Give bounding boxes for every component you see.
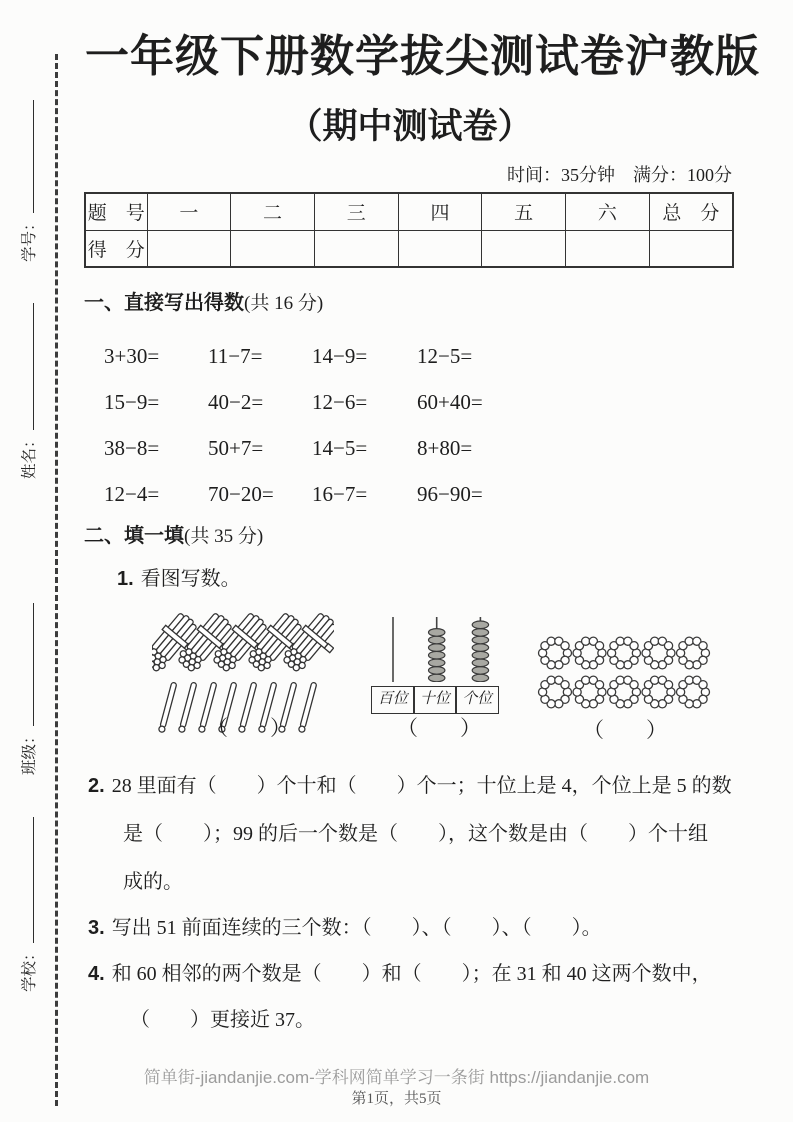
margin-field-label: 班级： <box>21 728 38 775</box>
question-number: 3. <box>88 917 105 939</box>
problem: 96−90= <box>417 482 483 506</box>
place-value-tens: 十位 <box>413 686 457 714</box>
margin-field-class <box>17 603 39 775</box>
score-cell-empty <box>398 230 482 267</box>
margin-field-student-id <box>17 100 39 262</box>
question-2-line-3 <box>123 865 183 894</box>
abacus-answer-blank: （ ） <box>397 716 481 740</box>
section-heading-text: 二、填一填 <box>84 525 184 547</box>
problem: 12−6= <box>312 390 368 414</box>
score-cell-empty <box>314 230 398 267</box>
problem: 12−5= <box>417 344 473 368</box>
question-4-line-1 <box>88 957 712 986</box>
question-text: （ ）更接近 37。 <box>130 1009 315 1031</box>
header-cell: 四 <box>398 193 482 230</box>
header-cell: 三 <box>314 193 398 230</box>
question-text: 是（ ）；99 的后一个数是（ ），这个数是由（ ）个十组 <box>123 823 708 845</box>
sticks-answer-blank: （ ） <box>207 716 291 740</box>
problem: 50+7= <box>208 436 264 460</box>
score-table <box>84 192 734 268</box>
question-text: 写出 51 前面连续的三个数：（ ）、（ ）、（ ）。 <box>111 917 602 939</box>
arithmetic-problems-grid <box>104 333 557 517</box>
blank-line <box>19 303 35 430</box>
score-row-label: 得 分 <box>85 230 147 267</box>
score-cell-empty <box>147 230 231 267</box>
problem: 38−8= <box>104 436 160 460</box>
question-text: 看图写数。 <box>140 568 241 590</box>
section-two-heading <box>84 519 263 548</box>
margin-field-school <box>17 817 39 992</box>
margin-field-label: 姓名： <box>21 432 38 479</box>
page-number: 第1页，共5页 <box>351 1091 442 1107</box>
paper-title: 一年级下册数学拔尖测试卷沪教版 <box>85 32 760 81</box>
bead-rings-figure <box>537 634 711 717</box>
problem: 14−9= <box>312 344 368 368</box>
place-value-box <box>371 686 503 714</box>
score-cell-empty <box>649 230 733 267</box>
problem: 70−20= <box>208 482 274 506</box>
score-table-header-row <box>85 193 733 230</box>
margin-field-label: 学号： <box>21 215 38 262</box>
problem: 15−9= <box>104 390 160 414</box>
abacus-figure <box>371 614 503 714</box>
paper-subtitle: （期中测试卷） <box>287 107 533 146</box>
question-4-line-2 <box>130 1003 315 1032</box>
question-number: 1. <box>117 568 134 590</box>
blank-line <box>19 603 35 726</box>
blank-line <box>19 100 35 213</box>
header-cell: 题 号 <box>85 193 147 230</box>
score-table-score-row <box>85 230 733 267</box>
problem: 12−4= <box>104 482 160 506</box>
place-value-ones: 个位 <box>455 686 499 714</box>
score-cell-empty <box>482 230 566 267</box>
problem: 11−7= <box>208 344 263 368</box>
problem: 8+80= <box>417 436 473 460</box>
problem: 3+30= <box>104 344 160 368</box>
section-heading-text: 一、直接写出得数 <box>84 292 244 314</box>
problem: 40−2= <box>208 390 264 414</box>
score-cell-empty <box>566 230 650 267</box>
section-one-heading <box>84 286 323 315</box>
watermark-site-link: 简单街-jiandanjie.com-学科网简单学习一条街 https://jiandanjie.com <box>143 1068 650 1087</box>
section-points-note: (共 35 分) <box>184 526 264 547</box>
abacus-rods-and-beads <box>371 614 503 682</box>
question-text: 28 里面有（ ）个十和（ ）个一；十位上是 4，个位上是 5 的数 <box>111 775 732 797</box>
blank-line <box>19 817 35 943</box>
question-number: 2. <box>88 775 105 797</box>
question-text: 和 60 相邻的两个数是（ ）和（ ）；在 31 和 40 这两个数中， <box>111 963 712 985</box>
binding-dashed-line <box>55 54 58 1106</box>
place-value-hundreds: 百位 <box>371 686 415 714</box>
question-3 <box>88 911 602 940</box>
header-cell: 总 分 <box>649 193 733 230</box>
bead-rings <box>537 634 711 712</box>
question-text: 成的。 <box>123 871 183 893</box>
header-cell: 二 <box>231 193 315 230</box>
time-fullscore-info: 时间：35分钟 满分：100分 <box>507 165 732 185</box>
score-cell-empty <box>231 230 315 267</box>
problem: 14−5= <box>312 436 368 460</box>
question-2-line-2 <box>123 817 708 846</box>
problem: 60+40= <box>417 390 483 414</box>
header-cell: 五 <box>482 193 566 230</box>
margin-field-name <box>17 303 39 479</box>
question-1-label <box>117 562 241 591</box>
header-cell: 六 <box>566 193 650 230</box>
header-cell: 一 <box>147 193 231 230</box>
question-number: 4. <box>88 963 105 985</box>
section-points-note: (共 16 分) <box>244 293 324 314</box>
rings-answer-blank: （ ） <box>583 718 667 742</box>
margin-field-label: 学校： <box>21 945 38 992</box>
question-2-line-1 <box>88 769 732 798</box>
problem: 16−7= <box>312 482 368 506</box>
